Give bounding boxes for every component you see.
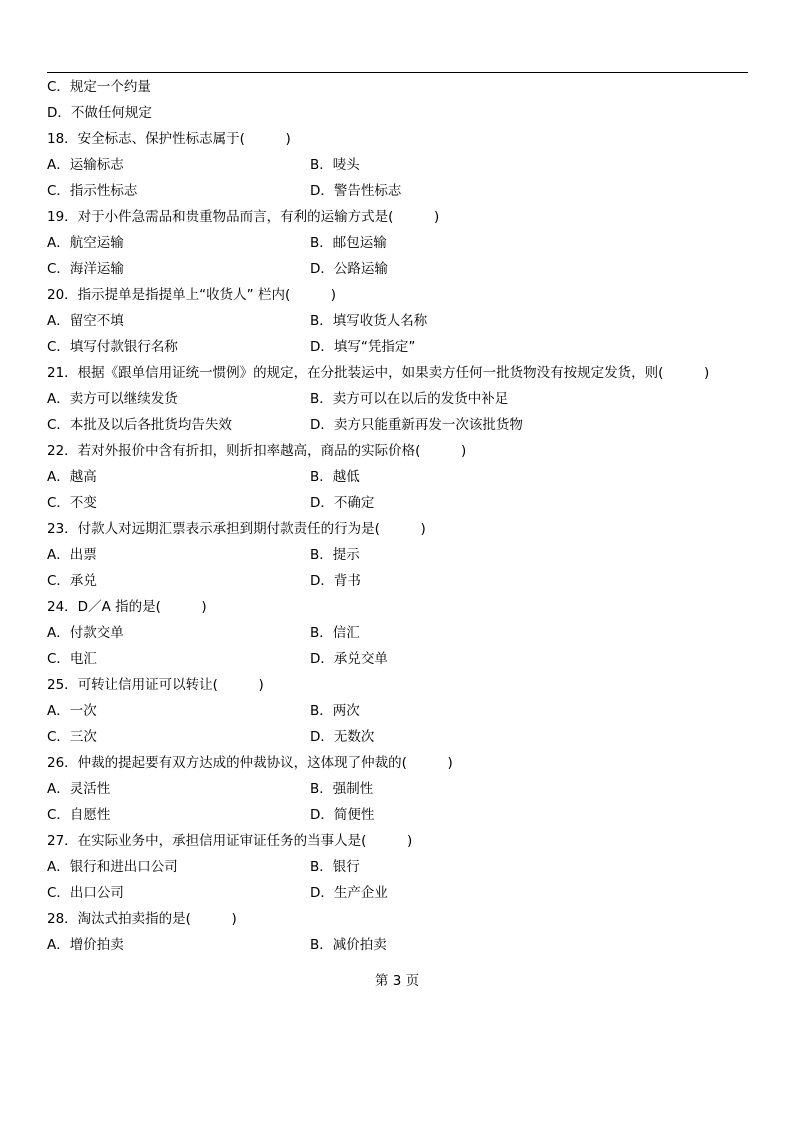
option-right: D．背书 — [310, 573, 361, 589]
option-row — [47, 334, 747, 360]
option-right: B．强制性 — [310, 781, 374, 797]
option-right: D．警告性标志 — [310, 183, 402, 199]
option-right: B．提示 — [310, 547, 360, 563]
option-row — [47, 152, 747, 178]
option-right: D．填写“凭指定” — [310, 339, 416, 355]
question-stem: 24．D／A 指的是( ) — [47, 599, 207, 615]
option-left: A．卖方可以继续发货 — [47, 391, 178, 407]
option-right: B．信汇 — [310, 625, 360, 641]
option-right: D．卖方只能重新再发一次该批货物 — [310, 417, 523, 433]
option-right: D．公路运输 — [310, 261, 388, 277]
option-row — [47, 646, 747, 672]
question-stem: 20．指示提单是指提单上“收货人” 栏内( ) — [47, 287, 336, 303]
option-row — [47, 854, 747, 880]
option-left: A．留空不填 — [47, 313, 124, 329]
option-row — [47, 880, 747, 906]
option-left: A．灵活性 — [47, 781, 111, 797]
option-right: B．邮包运输 — [310, 235, 387, 251]
option-row — [47, 256, 747, 282]
option-row — [47, 802, 747, 828]
option-left: C．出口公司 — [47, 885, 124, 901]
option-left: A．增价拍卖 — [47, 937, 124, 953]
question-stem: 22．若对外报价中含有折扣，则折扣率越高，商品的实际价格( ) — [47, 443, 467, 459]
page-footer — [0, 968, 794, 994]
question-stem: 25．可转让信用证可以转让( ) — [47, 677, 264, 693]
question-stem: 19．对于小件急需品和贵重物品而言，有利的运输方式是( ) — [47, 209, 440, 225]
option-left: C．指示性标志 — [47, 183, 138, 199]
option-left: A．银行和进出口公司 — [47, 859, 178, 875]
option-row — [47, 178, 747, 204]
option-left: C．自愿性 — [47, 807, 111, 823]
option-row — [47, 308, 747, 334]
option-right: D．简便性 — [310, 807, 375, 823]
option-left: C．三次 — [47, 729, 97, 745]
option-left: C．承兑 — [47, 573, 97, 589]
option-row — [47, 464, 747, 490]
option-row — [47, 412, 747, 438]
option-left: A．航空运输 — [47, 235, 124, 251]
option-row — [47, 230, 747, 256]
page-number: 第 3 页 — [374, 973, 420, 989]
option-left: A．一次 — [47, 703, 97, 719]
option-left: C．海洋运输 — [47, 261, 124, 277]
option-left: A．付款交单 — [47, 625, 124, 641]
option-right: B．卖方可以在以后的发货中补足 — [310, 391, 509, 407]
option-row — [47, 490, 747, 516]
option-left: C．本批及以后各批货均告失效 — [47, 417, 232, 433]
option-right: B．唛头 — [310, 157, 360, 173]
option-line: D．不做任何规定 — [47, 105, 152, 121]
question-stem: 23．付款人对远期汇票表示承担到期付款责任的行为是( ) — [47, 521, 426, 537]
question-stem: 18．安全标志、保护性标志属于( ) — [47, 131, 291, 147]
option-left: A．运输标志 — [47, 157, 124, 173]
option-line: C．规定一个约量 — [47, 79, 151, 95]
option-row — [47, 542, 747, 568]
option-right: B．越低 — [310, 469, 360, 485]
option-row — [47, 698, 747, 724]
option-right: B．减价拍卖 — [310, 937, 387, 953]
option-row — [47, 724, 747, 750]
option-left: A．越高 — [47, 469, 97, 485]
option-row — [47, 620, 747, 646]
question-stem: 21．根据《跟单信用证统一惯例》的规定，在分批装运中，如果卖方任何一批货物没有按规定发货，则( ) — [47, 365, 710, 381]
header-rule — [47, 72, 748, 73]
option-right: D．无数次 — [310, 729, 375, 745]
option-right: D．生产企业 — [310, 885, 388, 901]
option-right: D．承兑交单 — [310, 651, 388, 667]
option-row — [47, 568, 747, 594]
question-list — [47, 74, 747, 958]
option-right: B．填写收货人名称 — [310, 313, 428, 329]
option-right: B．两次 — [310, 703, 360, 719]
option-left: C．填写付款银行名称 — [47, 339, 178, 355]
option-right: D．不确定 — [310, 495, 375, 511]
option-right: B．银行 — [310, 859, 360, 875]
option-row — [47, 386, 747, 412]
question-stem: 27．在实际业务中，承担信用证审证任务的当事人是( ) — [47, 833, 413, 849]
option-row — [47, 776, 747, 802]
question-stem: 28．淘汰式拍卖指的是( ) — [47, 911, 237, 927]
option-left: A．出票 — [47, 547, 97, 563]
option-row — [47, 932, 747, 958]
option-left: C．不变 — [47, 495, 97, 511]
option-left: C．电汇 — [47, 651, 97, 667]
question-stem: 26．仲裁的提起要有双方达成的仲裁协议，这体现了仲裁的( ) — [47, 755, 453, 771]
